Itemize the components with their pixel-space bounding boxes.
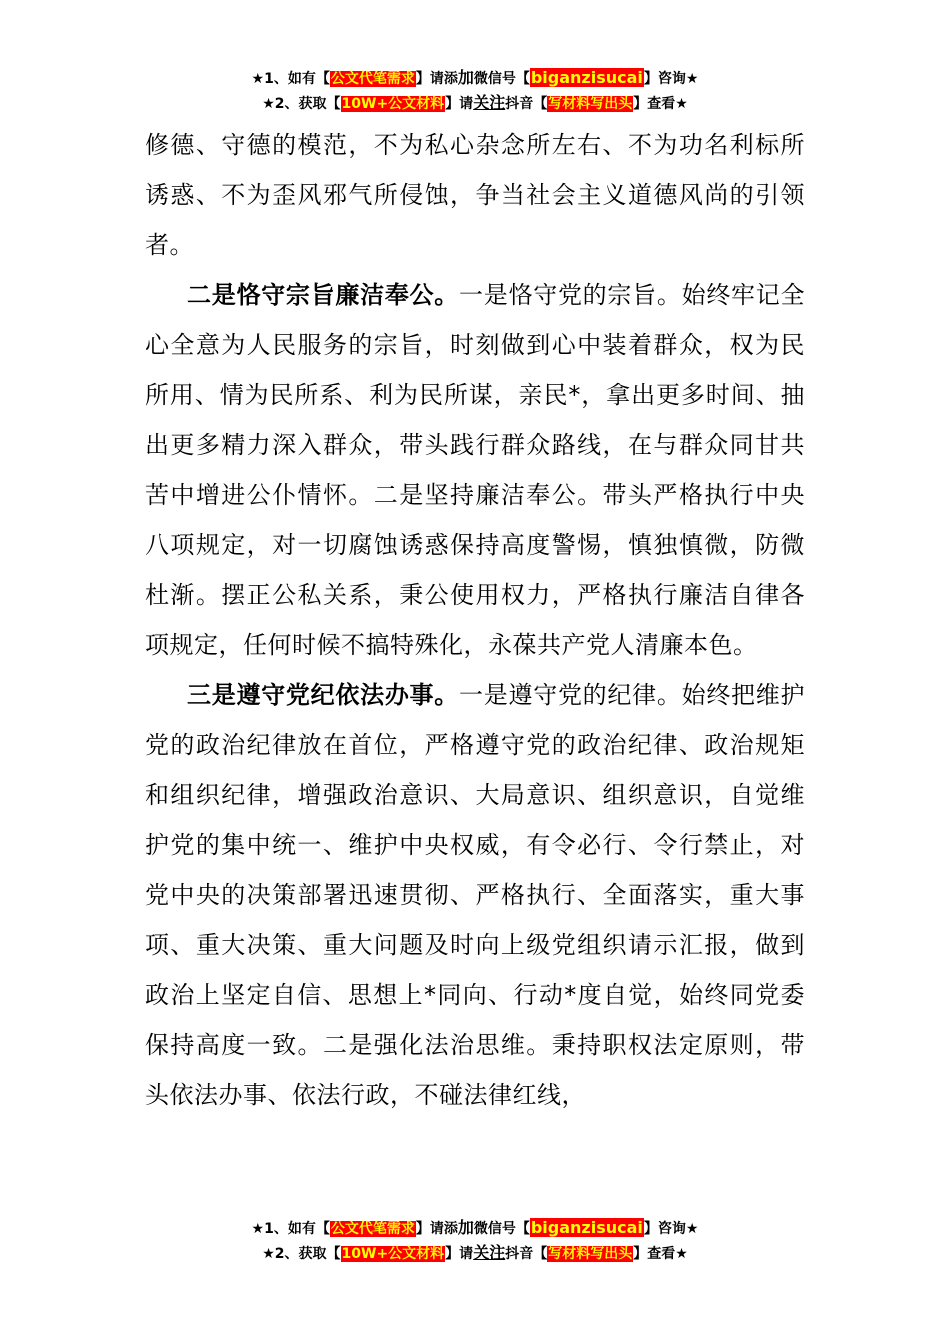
paragraph-heading: 三是遵守党纪依法办事。 [187,681,460,709]
banner-highlight: 公文代笔需求 [330,1221,415,1237]
banner-text: 】请 [445,1246,474,1262]
footer-banner [0,1216,950,1266]
banner-highlight: 10W+公文材料 [341,1246,445,1262]
banner-highlight: 写材料写出头 [548,96,633,112]
banner-text: 】请添 [415,71,458,87]
banner-text: 微信号【 [473,1221,530,1237]
banner-highlight: biganzisucai [530,68,643,87]
banner-text: 】请 [445,96,474,112]
paragraph [145,270,805,670]
banner-text: 抖音【 [505,96,548,112]
banner-prefix: ★2、获取【 [262,1246,341,1262]
paragraph-text: 一是恪守党的宗旨。始终牢记全心全意为人民服务的宗旨，时刻做到心中装着群众，权为民所用、情为民所系、利为民所谋，亲民*，拿出更多时间、抽出更多精力深入群众，带头践行群众路线，在与群众同甘共苦中增进公仆情怀。二是坚持廉洁奉公。带头严格执行中央八项规定，对一切腐蚀诱惑保持高度警惕，慎独慎微，防微杜渐。摆正公私关系，秉公使用权力，严格执行廉洁自律各项规定，任何时候不搞特殊化，永葆共产党人清廉本色。 [145,281,806,659]
banner-text: 抖音【 [505,1246,548,1262]
banner-line-2 [0,1241,950,1266]
banner-text: 微信号【 [473,71,530,87]
banner-line-1 [0,1216,950,1241]
header-banner [0,66,950,116]
banner-suffix: 】查看★ [633,1246,688,1262]
banner-emphasis: 加 [457,68,474,87]
banner-highlight: 公文代笔需求 [330,71,415,87]
paragraph-heading: 二是恪守宗旨廉洁奉公。 [187,281,460,309]
banner-suffix: 】咨询★ [643,71,699,87]
document-body [145,120,805,1120]
banner-highlight: 10W+公文材料 [341,96,445,112]
banner-line-2 [0,91,950,116]
banner-line-1 [0,66,950,91]
paragraph [145,670,805,1120]
banner-prefix: ★1、如有【 [251,71,330,87]
banner-prefix: ★1、如有【 [251,1221,330,1237]
banner-emphasis: 关注 [473,1243,506,1262]
banner-emphasis: 关注 [473,93,506,112]
paragraph-text: 一是遵守党的纪律。始终把维护党的政治纪律放在首位，严格遵守党的政治纪律、政治规矩和组织纪律，增强政治意识、大局意识、组织意识，自觉维护党的集中统一、维护中央权威，有令必行、令行禁止，对党中央的决策部署迅速贯彻、严格执行、全面落实，重大事项、重大决策、重大问题及时向上级党组织请示汇报，做到政治上坚定自信、思想上*同向、行动*度自觉，始终同党委保持高度一致。二是强化法治思维。秉持职权法定原则，带头依法办事、依法行政，不碰法律红线， [145,681,806,1109]
banner-emphasis: 加 [457,1218,474,1237]
banner-suffix: 】查看★ [633,96,688,112]
banner-prefix: ★2、获取【 [262,96,341,112]
banner-suffix: 】咨询★ [643,1221,699,1237]
banner-text: 】请添 [415,1221,458,1237]
banner-highlight: 写材料写出头 [548,1246,633,1262]
banner-highlight: biganzisucai [530,1218,643,1237]
paragraph-continuation: 修德、守德的模范，不为私心杂念所左右、不为功名利标所诱惑、不为歪风邪气所侵蚀，争当社会主义道德风尚的引领者。 [145,131,805,259]
